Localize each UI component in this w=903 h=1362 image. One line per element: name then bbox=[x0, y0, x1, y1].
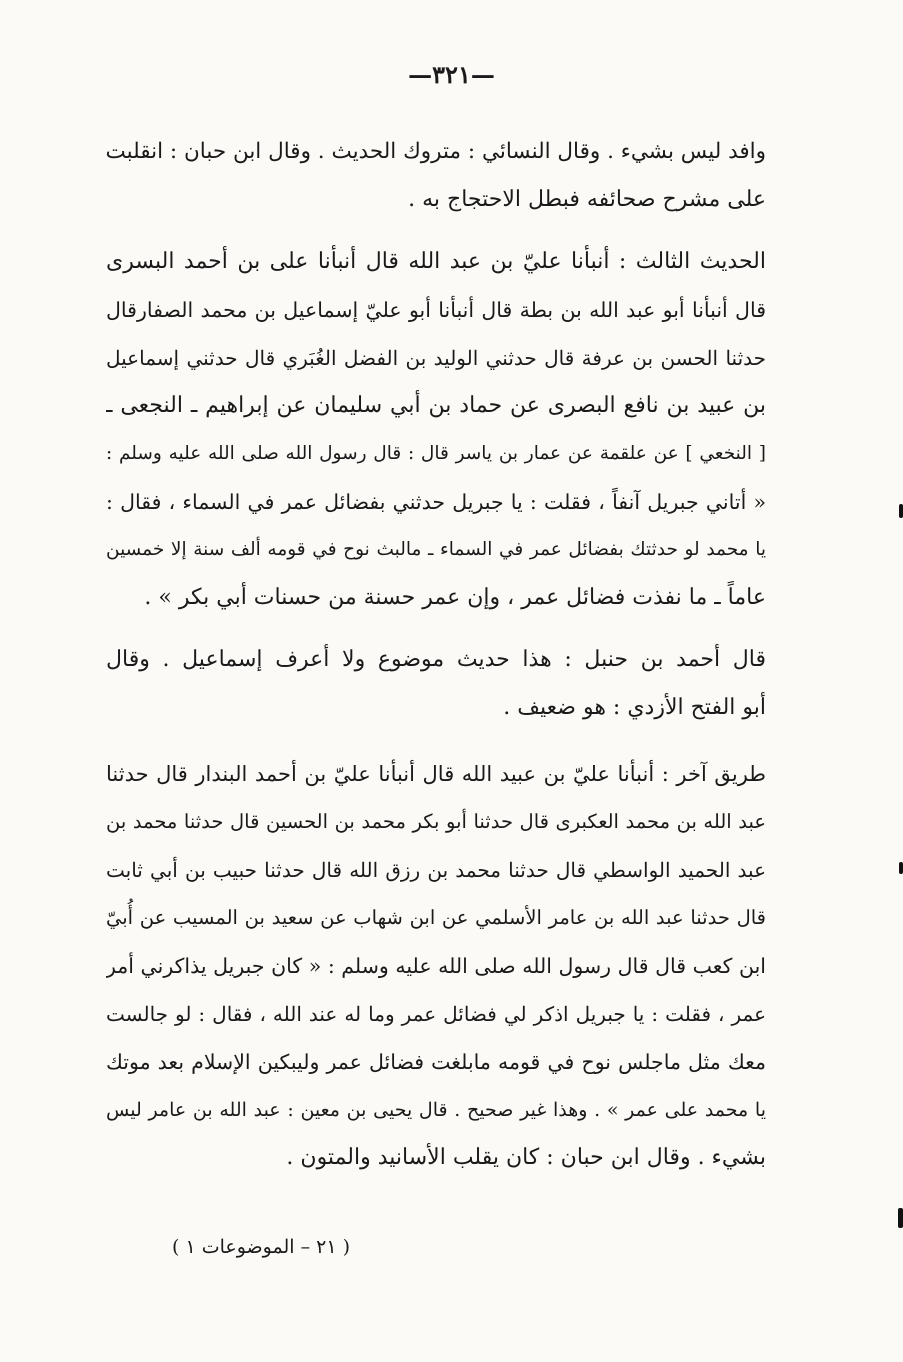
text-line: معك مثل ماجلس نوح في قومه مابلغت فضائل عمر وليبكين الإسلام بعد موتك bbox=[106, 1050, 766, 1074]
text-line: عبد الله بن محمد العكبرى قال حدثنا أبو بكر محمد بن الحسين قال حدثنا محمد بن bbox=[106, 810, 766, 833]
text-line: يا محمد على عمر » . وهذا غير صحيح . قال يحيى بن معين : عبد الله بن عامر ليس bbox=[106, 1099, 766, 1121]
text-line: على مشرح صحائفه فبطل الاحتجاج به . bbox=[408, 187, 766, 212]
text-line: قال أنبأنا أبو عبد الله بن بطة قال أنبأنا أبو عليّ إسماعيل بن محمد الصفارقال bbox=[106, 298, 766, 322]
text-line: قال حدثنا عبد الله بن عامر الأسلمي عن ابن شهاب عن سعيد بن المسيب عن أُبيّ bbox=[106, 906, 766, 929]
text-line: أبو الفتح الأزدي : هو ضعيف . bbox=[503, 695, 766, 720]
text-line: [ النخعي ] عن علقمة عن عمار بن ياسر قال : قال رسول الله صلى الله عليه وسلم : bbox=[106, 443, 766, 464]
text-line: عبد الحميد الواسطي قال حدثنا محمد بن رزق الله قال حدثنا حبيب بن أبي ثابت bbox=[106, 858, 766, 882]
text-line: يا محمد لو حدثتك بفضائل عمر في السماء ـ مالبث نوح في قومه ألف سنة إلا خمسين bbox=[106, 539, 766, 560]
scan-mark bbox=[898, 1208, 903, 1228]
paragraph-4 bbox=[106, 750, 766, 1182]
text-line: عمر ، فقلت : يا جبريل اذكر لي فضائل عمر وما له عند الله ، فقال : لو جالست bbox=[106, 1002, 766, 1026]
paragraph-3 bbox=[106, 636, 766, 732]
page-number: —٣٢١— bbox=[408, 60, 495, 89]
text-line: بن عبيد بن نافع البصرى عن حماد بن أبي سليمان عن إبراهيم ـ النجعى ـ bbox=[106, 393, 766, 418]
text-line: ابن كعب قال قال رسول الله صلى الله عليه وسلم : « كان جبريل يذاكرني أمر bbox=[106, 954, 766, 978]
text-line: « أتاني جبريل آنفاً ، فقلت : يا جبريل حدثني بفضائل عمر في السماء ، فقال : bbox=[106, 490, 766, 514]
body-text bbox=[106, 128, 766, 1182]
scan-mark bbox=[899, 862, 903, 874]
text-line: عاماً ـ ما نفذت فضائل عمر ، وإن عمر حسنة من حسنات أبي بكر » . bbox=[144, 585, 766, 610]
text-line: وافد ليس بشيء . وقال النسائي : متروك الحديث . وقال ابن حبان : انقلبت bbox=[106, 139, 766, 164]
scan-mark bbox=[899, 504, 903, 518]
text-line: طريق آخر : أنبأنا عليّ بن عبيد الله قال أنبأنا عليّ بن أحمد البندار قال حدثنا bbox=[106, 762, 766, 786]
text-line: الحديث الثالث : أنبأنا عليّ بن عبد الله قال أنبأنا على بن أحمد البسرى bbox=[106, 249, 766, 274]
text-line: حدثنا الحسن بن عرفة قال حدثني الوليد بن الفضل الغُبَري قال حدثني إسماعيل bbox=[106, 346, 766, 370]
paragraph-2 bbox=[106, 238, 766, 622]
paragraph-1 bbox=[106, 128, 766, 224]
text-line: بشيء . وقال ابن حبان : كان يقلب الأسانيد والمتون . bbox=[286, 1145, 766, 1170]
text-line: قال أحمد بن حنبل : هذا حديث موضوع ولا أعرف إسماعيل . وقال bbox=[106, 647, 766, 672]
footer-signature: ( ٢١ – الموضوعات ١ ) bbox=[172, 1236, 350, 1258]
